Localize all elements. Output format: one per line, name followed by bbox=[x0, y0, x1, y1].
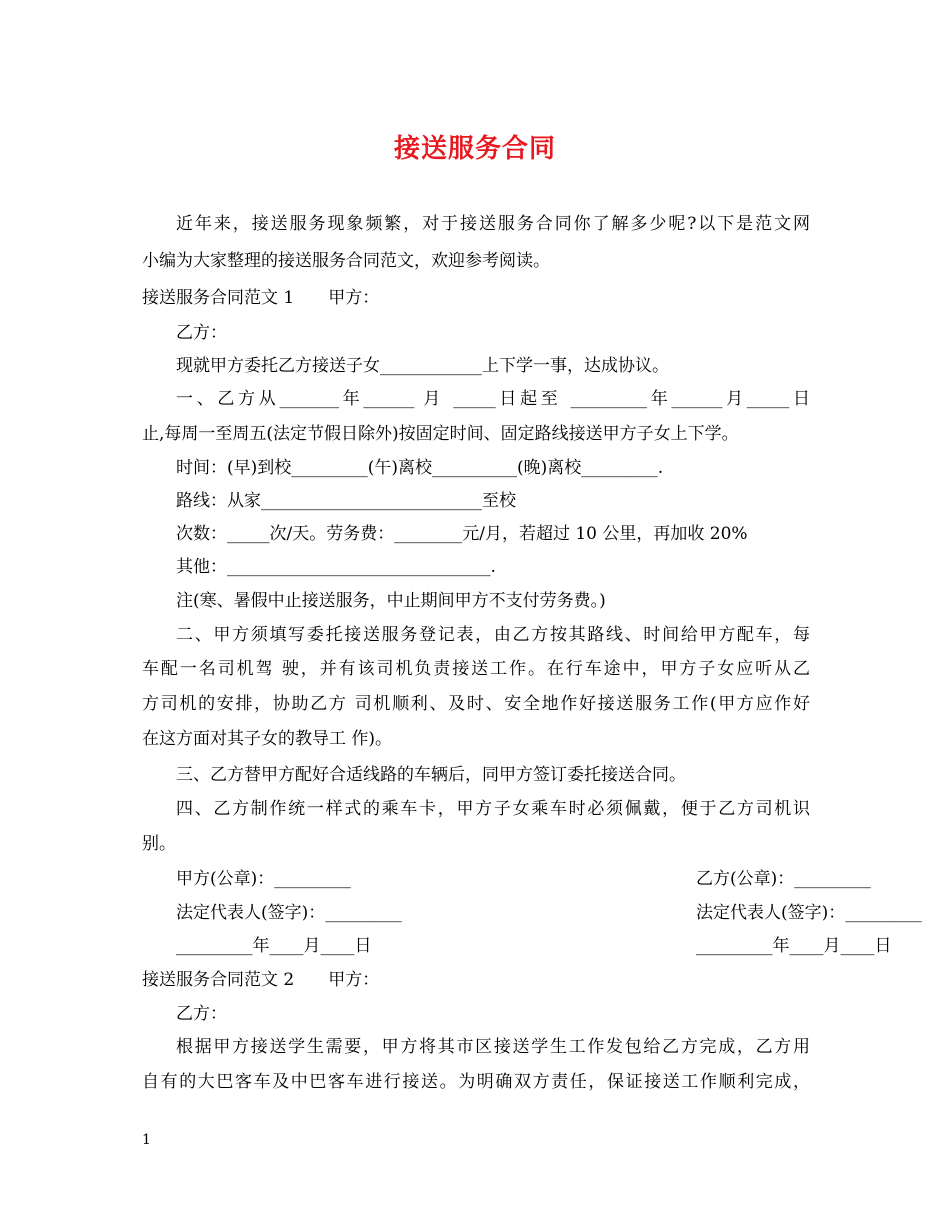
page-title: 接送服务合同 bbox=[393, 134, 556, 164]
party-a-date: _________年____月____日 bbox=[176, 936, 372, 956]
signature-row-seal bbox=[176, 864, 871, 889]
party-b-date: _________年____月____日 bbox=[696, 936, 892, 956]
time-line: 时间：(早)到校_________(午)离校__________(晚)离校_________. bbox=[176, 458, 664, 478]
route-line: 路线：从家__________________________至校 bbox=[176, 491, 516, 511]
signature-row-date bbox=[176, 931, 892, 956]
party-b-representative: 法定代表人(签字)：_________ bbox=[696, 903, 922, 923]
intro-line-2: 小编为大家整理的接送服务合同范文，欢迎参考阅读。 bbox=[142, 251, 550, 271]
frequency-fee-line: 次数：_____次/天。劳务费：________元/月，若超过 10 公里，再加收 20% bbox=[176, 524, 748, 544]
other-line: 其他：_______________________________. bbox=[176, 557, 496, 577]
clause-3-line: 三、乙方替甲方配好合适线路的车辆后，同甲方签订委托接送合同。 bbox=[176, 765, 686, 785]
sample-2-line-2: 自有的大巴客车及中巴客车进行接送。为明确双方责任，保证接送工作顺利完成， bbox=[142, 1072, 810, 1092]
clause-2-line-4: 在这方面对其子女的教导工 作)。 bbox=[142, 729, 393, 749]
clause-4-line-1: 四、乙方制作统一样式的乘车卡，甲方子女乘车时必须佩戴，便于乙方司机识 bbox=[176, 799, 810, 819]
intro-line-1: 近年来，接送服务现象频繁，对于接送服务合同你了解多少呢?以下是范文网 bbox=[176, 214, 810, 234]
party-a-seal: 甲方(公章)：_________ bbox=[176, 869, 351, 889]
party-b-label: 乙方： bbox=[176, 323, 227, 343]
party-a-representative: 法定代表人(签字)：_________ bbox=[176, 903, 402, 923]
signature-row-representative bbox=[176, 898, 922, 923]
sample-2-heading: 接送服务合同范文 2 甲方： bbox=[142, 970, 380, 990]
page-number: 1 bbox=[142, 1132, 151, 1148]
party-b-seal: 乙方(公章)：_________ bbox=[696, 869, 871, 889]
clause-2-line-3: 方司机的安排，协助乙方 司机顺利、及时、安全地作好接送服务工作(甲方应作好 bbox=[142, 694, 810, 714]
note-line: 注(寒、暑假中止接送服务，中止期间甲方不支付劳务费。) bbox=[176, 591, 606, 611]
clause-1-line-1: 一、乙方从_______年______ 月 _____日起至 _________年______月_____日 bbox=[176, 389, 810, 409]
clause-2-line-1: 二、甲方须填写委托接送服务登记表，由乙方按其路线、时间给甲方配车，每 bbox=[176, 625, 810, 645]
sample-2-line-1: 根据甲方接送学生需要，甲方将其市区接送学生工作发包给乙方完成，乙方用 bbox=[176, 1037, 810, 1057]
clause-1-line-2: 止,每周一至周五(法定节假日除外)按固定时间、固定路线接送甲方子女上下学。 bbox=[142, 424, 739, 444]
sample-1-heading: 接送服务合同范文 1 甲方： bbox=[142, 288, 380, 308]
agreement-line: 现就甲方委托乙方接送子女____________上下学一事，达成协议。 bbox=[176, 356, 669, 376]
clause-2-line-2: 车配一名司机驾 驶，并有该司机负责接送工作。在行车途中，甲方子女应听从乙 bbox=[142, 659, 810, 679]
clause-4-line-2: 别。 bbox=[142, 834, 176, 854]
sample-2-party-b: 乙方： bbox=[176, 1004, 227, 1024]
